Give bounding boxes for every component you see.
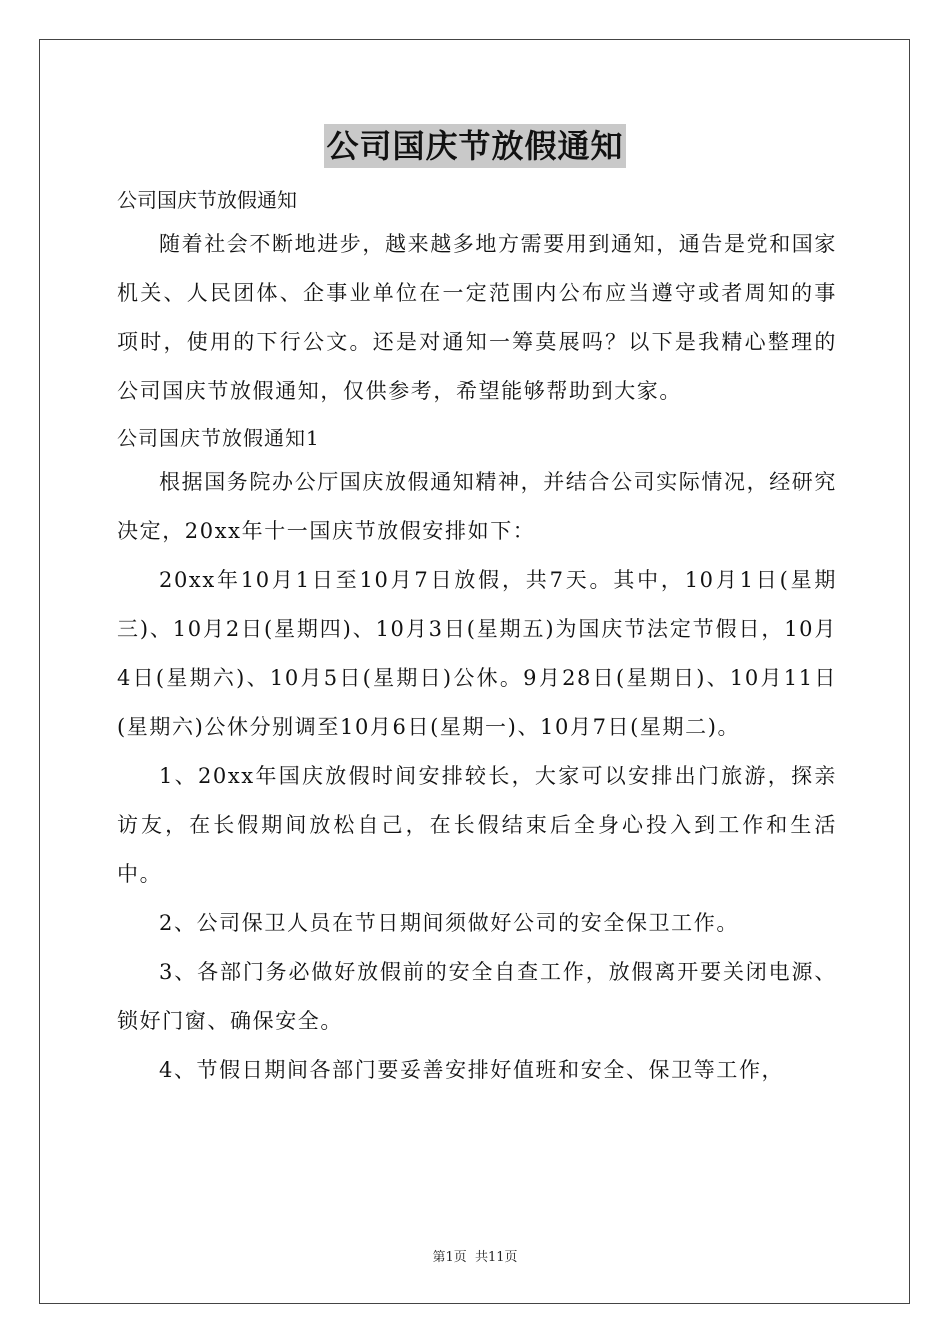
- document-body: [117, 180, 837, 1095]
- list-item-3: 3、各部门务必做好放假前的安全自查工作，放假离开要关闭电源、锁好门窗、确保安全。: [117, 960, 837, 1033]
- paragraph-schedule: 20xx年10月1日至10月7日放假，共7天。其中，10月1日(星期三)、10月2日(星期四)、10月3日(星期五)为国庆节法定节假日，10月4日(星期六)、10月5日(星期日)公休。9月28日(星期日)、10月11日(星期六)公休分别调至10月6日(星期一)、10月7日(星期二)。: [117, 568, 837, 739]
- document-subtitle: 公司国庆节放假通知: [117, 188, 297, 212]
- list-item-2: 2、公司保卫人员在节日期间须做好公司的安全保卫工作。: [159, 911, 739, 935]
- document-title: 公司国庆节放假通知: [324, 124, 625, 168]
- section-heading: 公司国庆节放假通知1: [117, 426, 320, 450]
- page-footer: [0, 1246, 950, 1265]
- intro-paragraph: 随着社会不断地进步，越来越多地方需要用到通知，通告是党和国家机关、人民团体、企事业单位在一定范围内公布应当遵守或者周知的事项时，使用的下行公文。还是对通知一筹莫展吗？以下是我精心整理的公司国庆节放假通知，仅供参考，希望能够帮助到大家。: [117, 232, 837, 403]
- paragraph-policy: 根据国务院办公厅国庆放假通知精神，并结合公司实际情况，经研究决定，20xx年十一国庆节放假安排如下：: [117, 470, 837, 543]
- title-container: [0, 124, 950, 168]
- list-item-4: 4、节假日期间各部门要妥善安排好值班和安全、保卫等工作，: [159, 1058, 785, 1082]
- page-number: 第1页: [432, 1250, 467, 1265]
- list-item-1: 1、20xx年国庆放假时间安排较长，大家可以安排出门旅游，探亲访友，在长假期间放松自己，在长假结束后全身心投入到工作和生活中。: [117, 764, 837, 886]
- page-total: 共11页: [474, 1250, 518, 1265]
